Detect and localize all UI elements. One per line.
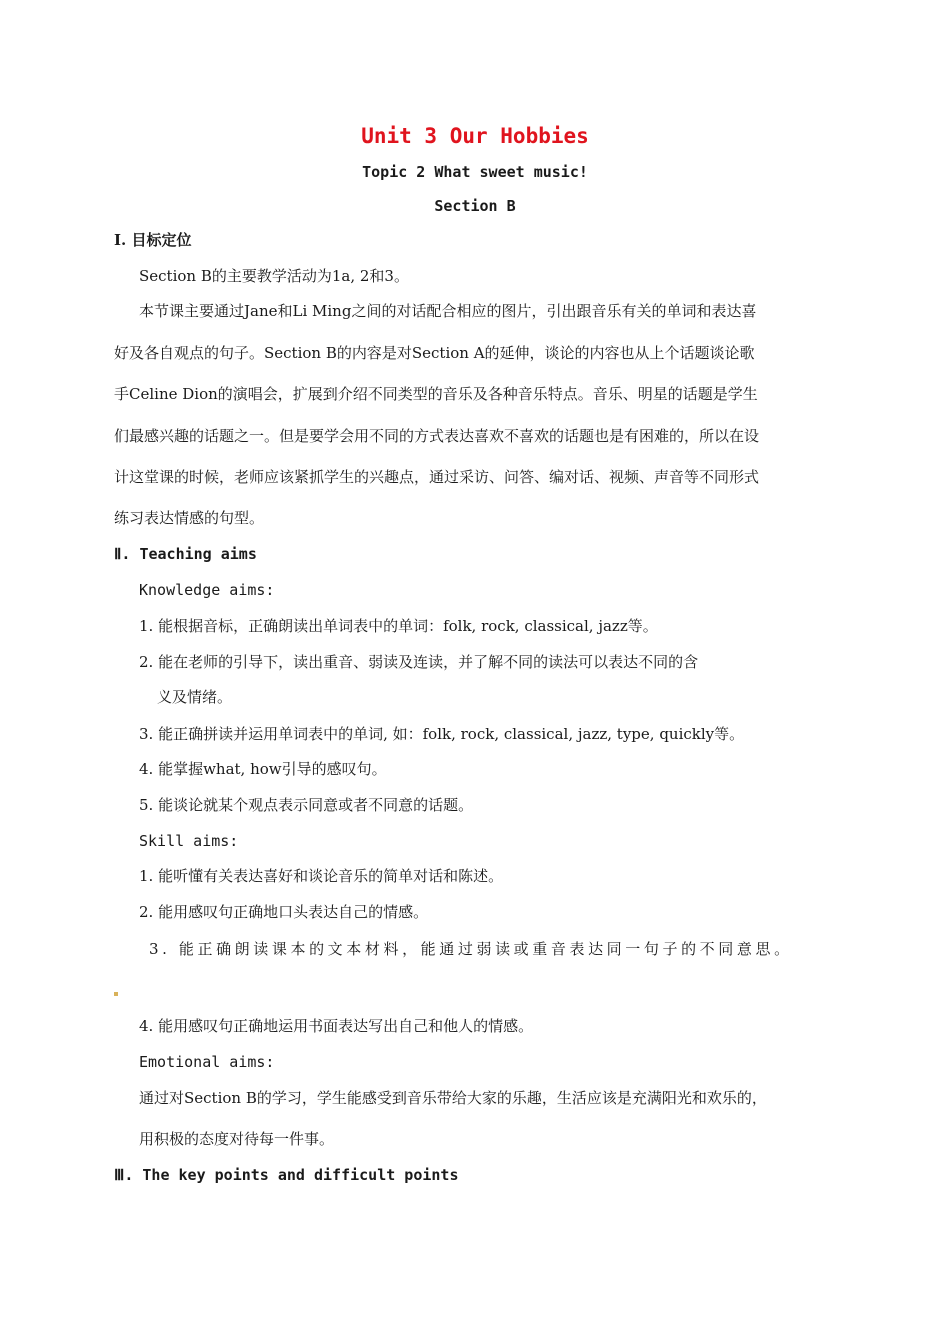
emotional-aim-line: 用积极的态度对待每一件事。	[139, 1130, 335, 1148]
objectives-paragraph-line: 计这堂课的时候，老师应该紧抓学生的兴趣点，通过采访、问答、编对话、视频、声音等不同形式	[114, 468, 760, 486]
knowledge-aim-item: 4. 能掌握what, how引导的感叹句。	[139, 760, 387, 778]
knowledge-aim-item-continued: 义及情绪。	[157, 688, 233, 706]
unit-title: Unit 3 Our Hobbies	[361, 124, 589, 148]
knowledge-aim-item: 5. 能谈论就某个观点表示同意或者不同意的话题。	[139, 796, 474, 814]
skill-aim-item: 3. 能正确朗读课本的文本材料，能通过弱读或重音表达同一句子的不同意思。	[149, 940, 793, 958]
heading-teaching-aims: Ⅱ. Teaching aims	[114, 545, 257, 563]
emotional-aims-label: Emotional aims:	[139, 1053, 275, 1071]
skill-aim-item: 1. 能听懂有关表达喜好和谈论音乐的简单对话和陈述。	[139, 867, 504, 885]
objectives-paragraph-line: 本节课主要通过Jane和Li Ming之间的对话配合相应的图片，引出跟音乐有关的单词和表达喜	[139, 302, 757, 320]
objectives-activities-line: Section B的主要教学活动为1a, 2和3。	[139, 267, 409, 285]
heading-objectives: Ⅰ. 目标定位	[114, 231, 192, 249]
objectives-paragraph-line: 好及各自观点的句子。Section B的内容是对Section A的延伸，谈论的内容也从上个话题谈论歌	[114, 344, 755, 362]
knowledge-aim-item: 3. 能正确拼读并运用单词表中的单词, 如：folk, rock, classical, jazz, type, quickly等。	[139, 725, 745, 743]
knowledge-aims-label: Knowledge aims:	[139, 581, 275, 599]
knowledge-aim-item: 2. 能在老师的引导下，读出重音、弱读及连读，并了解不同的读法可以表达不同的含	[139, 653, 699, 671]
skill-aim-item: 4. 能用感叹句正确地运用书面表达写出自己和他人的情感。	[139, 1017, 534, 1035]
skill-aims-label: Skill aims:	[139, 832, 239, 850]
heading-key-points: Ⅲ. The key points and difficult points	[114, 1166, 459, 1184]
knowledge-aim-item: 1. 能根据音标，正确朗读出单词表中的单词：folk, rock, classical, jazz等。	[139, 617, 658, 635]
objectives-paragraph-line: 手Celine Dion的演唱会，扩展到介绍不同类型的音乐及各种音乐特点。音乐、明星的话题是学生	[114, 385, 758, 403]
stray-mark	[114, 992, 118, 996]
section-subtitle: Section B	[434, 197, 516, 215]
objectives-paragraph-line: 练习表达情感的句型。	[114, 509, 265, 527]
emotional-aim-line: 通过对Section B的学习，学生能感受到音乐带给大家的乐趣，生活应该是充满阳光和欢乐的，	[139, 1089, 767, 1107]
objectives-paragraph-line: 们最感兴趣的话题之一。但是要学会用不同的方式表达喜欢不喜欢的话题也是有困难的，所以在设	[114, 427, 760, 445]
topic-subtitle: Topic 2 What sweet music!	[362, 163, 588, 181]
skill-aim-item: 2. 能用感叹句正确地口头表达自己的情感。	[139, 903, 429, 921]
